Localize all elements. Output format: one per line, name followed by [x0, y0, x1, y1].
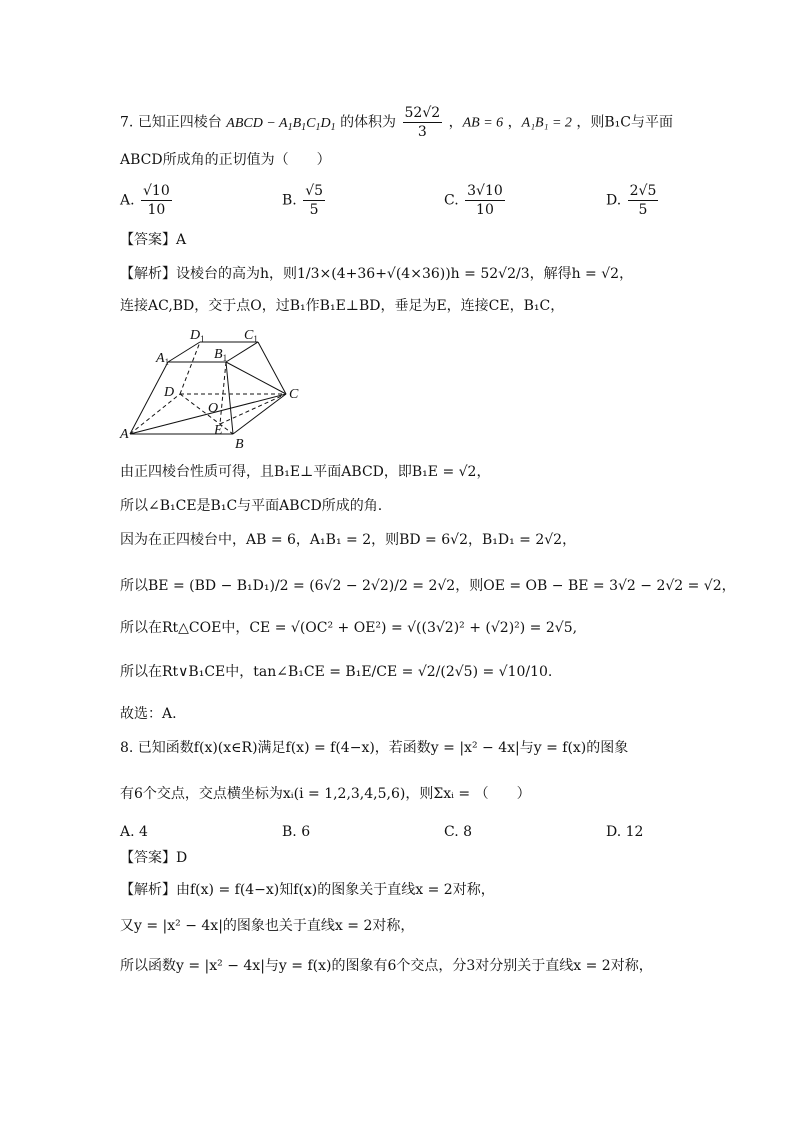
opt-a-den: 10 [147, 202, 166, 218]
segment-b1e [220, 362, 226, 424]
opt-c-den: 10 [476, 202, 494, 218]
label-b: B [235, 437, 244, 452]
q7-analysis-5: 因为在正四棱台中，AB = 6，A₁B₁ = 2，则BD = 6√2，B₁D₁ = 2√2， [120, 532, 577, 548]
opt-d-den: 5 [638, 202, 648, 218]
q7-analysis-6: 所以BE = (BD − B₁D₁)/2 = (6√2 − 2√2)/2 = 2√2，则OE = OB − BE = 3√2 − 2√2 = √2， [120, 578, 736, 594]
label-o: O [208, 401, 219, 416]
q7-vol-num: 52√2 [404, 105, 441, 121]
q8-analysis-3: 所以函数y = |x² − 4x|与y = f(x)的图象有6个交点，分3对分别关于直线x = 2对称， [120, 958, 653, 974]
opt-c-num: 3√10 [467, 183, 503, 199]
q8-option-a: A. 4 [120, 824, 148, 840]
q7-volume-fraction [403, 104, 443, 141]
q8-option-b: B. 6 [282, 824, 311, 840]
edge-a1d1 [168, 342, 200, 362]
q7-a1b1: A₁B₁ = 2 [521, 115, 572, 131]
q8-analysis-1: 【解析】由f(x) = f(4−x)知f(x)的图象关于直线x = 2对称， [120, 882, 495, 898]
label-b1: $B_1$ [214, 347, 228, 363]
q7-option-d [606, 182, 660, 219]
q8-option-d: D. 12 [606, 824, 644, 840]
q8-analysis-2: 又y = |x² − 4x|的图象也关于直线x = 2对称， [120, 918, 415, 934]
q7-ab: AB = 6 [462, 115, 504, 131]
q7-answer: 【答案】A [120, 232, 187, 248]
label-a1: $A_1$ [156, 351, 170, 367]
opt-b-num: √5 [305, 183, 324, 199]
label-e: E [214, 423, 223, 438]
label-a: A [120, 427, 129, 442]
q8-stem-line1: 8. 已知函数f(x)(x∈R)满足f(x) = f(4−x)，若函数y = |x² − 4x|与y = f(x)的图象 [120, 740, 629, 756]
q7-analysis-4: 所以∠B₁CE是B₁C与平面ABCD所成的角. [120, 498, 383, 514]
q7-option-c [444, 182, 507, 219]
label-d: D [164, 385, 175, 400]
q7-analysis-2: 连接AC,BD，交于点O，过B₁作B₁E⊥BD，垂足为E，连接CE，B₁C， [120, 298, 565, 314]
q7-stem-line1: 7. 已知正四棱台 ABCD − $A_1B_1C_1D_1$ 的体积为 $\frac{52√2}{3}$ ，AB = 6 ，A₁B₁ = 2 ，则B₁C与平面 [120, 105, 674, 140]
opt-d-label: D. [606, 192, 622, 209]
opt-d-num: 2√5 [629, 183, 657, 199]
edge-b1c1 [226, 342, 258, 362]
q7-option-a [120, 182, 174, 219]
q7-number: 7. [120, 114, 134, 131]
label-d1: $D_1$ [190, 328, 205, 344]
q7-analysis-9: 故选：A. [120, 706, 177, 722]
q8-answer: 【答案】D [120, 850, 188, 866]
q7-analysis-7: 所以在Rt△COE中，CE = √(OC² + OE²) = √((3√2)² + (√2)²) = 2√5, [120, 620, 578, 636]
q8-option-c: C. 8 [444, 824, 473, 840]
opt-b-den: 5 [309, 202, 319, 218]
q7-analysis-1: 【解析】设棱台的高为h，则1/3×(4+36+√(4×36))h = 52√2/3，解得h = √2， [120, 266, 634, 282]
q7-option-b [282, 182, 327, 219]
opt-a-label: A. [120, 192, 135, 209]
q7-solid: ABCD − $A_1B_1C_1D_1$ [226, 115, 336, 133]
q7-analysis-8: 所以在Rt∨B₁CE中，tan∠B₁CE = B₁E/CE = √2/(2√5) = √10/10. [120, 664, 553, 680]
q7-stem-c: ，则B₁C与平面 [576, 114, 674, 131]
q7-stem-a: 已知正四棱台 [137, 114, 222, 131]
opt-b-label: B. [282, 192, 297, 209]
edge-bb1 [226, 362, 233, 434]
q7-vol-den: 3 [417, 124, 427, 140]
q7-stem-b: 的体积为 [340, 114, 397, 131]
q7-analysis-3: 由正四棱台性质可得，且B₁E⊥平面ABCD，即B₁E = √2， [120, 464, 491, 480]
q8-stem-line2: 有6个交点，交点横坐标为xᵢ(i = 1,2,3,4,5,6)，则Σxᵢ = （ ） [120, 786, 531, 802]
label-c: C [289, 387, 299, 402]
q7-stem-line2: ABCD所成角的正切值为（ ） [120, 152, 331, 168]
frustum-figure [118, 322, 318, 452]
label-c1: $C_1$ [244, 328, 258, 344]
edge-dd1 [180, 342, 200, 394]
opt-c-label: C. [444, 192, 459, 209]
edge-aa1 [130, 362, 168, 434]
opt-a-num: √10 [143, 183, 170, 199]
